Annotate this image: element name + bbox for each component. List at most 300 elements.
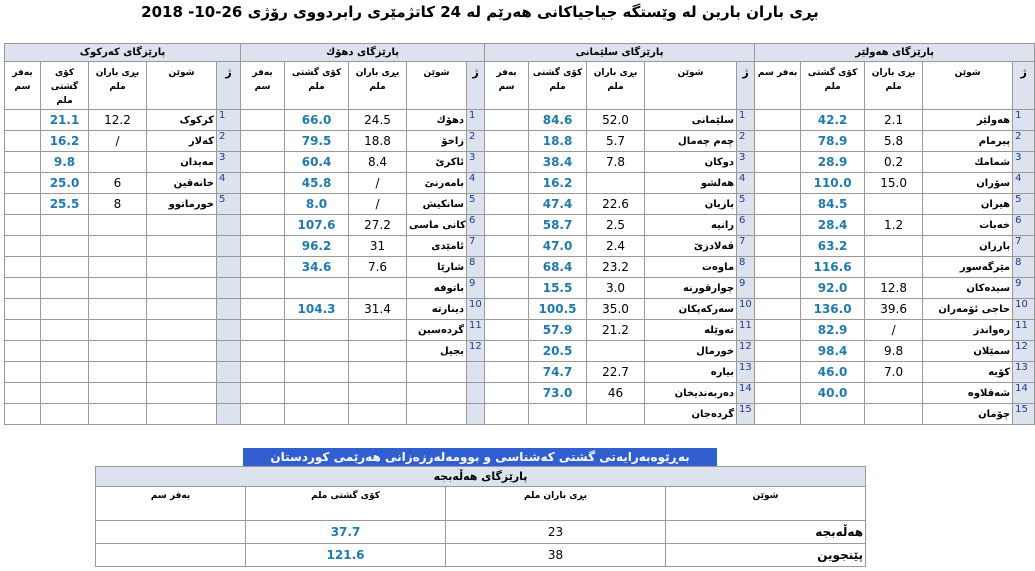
row-number: 6 — [1013, 215, 1035, 236]
snow-cell — [5, 131, 41, 152]
snow-cell — [755, 131, 801, 152]
row-number: 9 — [737, 278, 755, 299]
rain-cell: 38 — [446, 544, 666, 567]
row-number: 8 — [467, 257, 485, 278]
station-cell — [147, 320, 217, 341]
snow-cell — [241, 215, 285, 236]
rain-cell: 22.7 — [587, 362, 645, 383]
total-cell: 16.2 — [41, 131, 89, 152]
rain-cell — [89, 383, 147, 404]
total-cell — [41, 278, 89, 299]
snow-cell — [755, 320, 801, 341]
rain-cell — [865, 194, 923, 215]
station-cell: سمێلان — [923, 341, 1013, 362]
table-row — [5, 236, 1035, 257]
station-cell: گردەسین — [407, 320, 467, 341]
snow-cell — [5, 362, 41, 383]
station-cell: چەم چەمال — [645, 131, 737, 152]
station-cell: باتوفە — [407, 278, 467, 299]
rain-cell — [349, 404, 407, 425]
total-cell: 79.5 — [285, 131, 349, 152]
station-cell: ئامێدی — [407, 236, 467, 257]
total-cell — [529, 404, 587, 425]
total-cell — [801, 404, 865, 425]
row-number: 8 — [1013, 257, 1035, 278]
col-snow-header: بەفر سم — [241, 62, 285, 110]
col-station-header: شوێن — [147, 62, 217, 110]
rain-cell — [349, 383, 407, 404]
halabja-table — [95, 466, 866, 567]
total-cell: 37.7 — [246, 521, 446, 544]
station-cell: هەڵەبجە — [666, 521, 866, 544]
table-row — [5, 194, 1035, 215]
row-number — [217, 320, 241, 341]
snow-cell — [485, 152, 529, 173]
snow-cell — [241, 131, 285, 152]
total-cell: 16.2 — [529, 173, 587, 194]
total-cell: 42.2 — [801, 110, 865, 131]
snow-cell — [485, 404, 529, 425]
table-row — [96, 521, 866, 544]
col-snow-header: بەفر سم — [755, 62, 801, 110]
total-cell: 60.4 — [285, 152, 349, 173]
rain-cell: 7.6 — [349, 257, 407, 278]
total-cell: 20.5 — [529, 341, 587, 362]
rain-cell: 8 — [89, 194, 147, 215]
rain-cell — [349, 320, 407, 341]
station-cell — [147, 236, 217, 257]
row-number: 7 — [737, 236, 755, 257]
row-number: 1 — [217, 110, 241, 131]
total-cell: 18.8 — [529, 131, 587, 152]
row-number: 15 — [1013, 404, 1035, 425]
rain-cell: 23 — [446, 521, 666, 544]
rain-cell: 3.0 — [587, 278, 645, 299]
snow-cell — [241, 257, 285, 278]
row-number — [217, 257, 241, 278]
station-cell: خورمال — [645, 341, 737, 362]
col-total-header: كۆى گشتى ملم — [41, 62, 89, 110]
station-cell — [147, 299, 217, 320]
rain-cell — [89, 299, 147, 320]
snow-cell — [5, 152, 41, 173]
row-number — [467, 362, 485, 383]
rain-cell: 18.8 — [349, 131, 407, 152]
col-no-header: ژ — [467, 62, 485, 110]
snow-cell — [755, 257, 801, 278]
station-cell: سەرکەپکان — [645, 299, 737, 320]
snow-cell — [241, 341, 285, 362]
total-cell: 47.0 — [529, 236, 587, 257]
snow-cell — [755, 299, 801, 320]
row-number — [467, 383, 485, 404]
total-cell: 58.7 — [529, 215, 587, 236]
rain-cell: 31 — [349, 236, 407, 257]
row-number — [217, 383, 241, 404]
total-cell: 63.2 — [801, 236, 865, 257]
snow-cell — [755, 152, 801, 173]
table-row — [5, 257, 1035, 278]
total-cell: 8.0 — [285, 194, 349, 215]
snow-cell — [485, 299, 529, 320]
row-number: 9 — [1013, 278, 1035, 299]
total-cell: 121.6 — [246, 544, 446, 567]
snow-cell — [485, 215, 529, 236]
rain-cell: 35.0 — [587, 299, 645, 320]
rain-cell: 5.7 — [587, 131, 645, 152]
total-cell: 82.9 — [801, 320, 865, 341]
row-number — [217, 404, 241, 425]
snow-cell — [755, 194, 801, 215]
table-row — [96, 544, 866, 567]
rain-cell: 2.5 — [587, 215, 645, 236]
row-number: 2 — [467, 131, 485, 152]
station-cell: قەلادزێ — [645, 236, 737, 257]
total-cell — [285, 383, 349, 404]
total-cell — [41, 320, 89, 341]
province-title: پارێزگای هەولێر — [755, 44, 1035, 62]
table-row — [5, 173, 1035, 194]
total-cell: 110.0 — [801, 173, 865, 194]
snow-cell — [5, 215, 41, 236]
rain-cell: 46 — [587, 383, 645, 404]
rain-cell: 21.2 — [587, 320, 645, 341]
total-cell — [285, 341, 349, 362]
station-cell: هەلشو — [645, 173, 737, 194]
snow-cell — [5, 320, 41, 341]
station-cell: سانکیش — [407, 194, 467, 215]
row-number: 15 — [737, 404, 755, 425]
rain-cell: 7.8 — [587, 152, 645, 173]
rain-cell: / — [865, 320, 923, 341]
station-cell: مێرگەسور — [923, 257, 1013, 278]
total-cell: 66.0 — [285, 110, 349, 131]
total-cell: 28.9 — [801, 152, 865, 173]
table-row — [5, 152, 1035, 173]
rain-cell: 27.2 — [349, 215, 407, 236]
row-number: 10 — [1013, 299, 1035, 320]
snow-cell — [241, 194, 285, 215]
snow-cell — [755, 341, 801, 362]
rain-cell: 15.0 — [865, 173, 923, 194]
total-cell — [41, 236, 89, 257]
station-cell: کۆیە — [923, 362, 1013, 383]
province-title: پارێزگای کەرکوک — [5, 44, 241, 62]
rain-cell: 39.6 — [865, 299, 923, 320]
station-cell: سۆران — [923, 173, 1013, 194]
total-cell — [285, 320, 349, 341]
snow-cell — [485, 236, 529, 257]
snow-cell — [485, 278, 529, 299]
row-number: 3 — [467, 152, 485, 173]
station-cell: دەربەندیخان — [645, 383, 737, 404]
rain-cell — [349, 362, 407, 383]
total-cell: 40.0 — [801, 383, 865, 404]
row-number: 8 — [737, 257, 755, 278]
snow-cell — [755, 362, 801, 383]
rain-cell: 52.0 — [587, 110, 645, 131]
col-rain-header: بڕی باران ملم — [587, 62, 645, 110]
total-cell: 34.6 — [285, 257, 349, 278]
rain-cell: / — [89, 131, 147, 152]
col-rain-header: بڕی باران ملم — [865, 62, 923, 110]
rain-cell — [89, 362, 147, 383]
snow-cell — [485, 173, 529, 194]
total-cell — [41, 215, 89, 236]
snow-cell — [755, 236, 801, 257]
rain-cell: 24.5 — [349, 110, 407, 131]
snow-cell — [241, 404, 285, 425]
total-cell: 92.0 — [801, 278, 865, 299]
row-number: 5 — [737, 194, 755, 215]
station-cell: رانیە — [645, 215, 737, 236]
total-cell: 96.2 — [285, 236, 349, 257]
row-number: 12 — [737, 341, 755, 362]
rain-cell — [865, 383, 923, 404]
station-cell: دینارتە — [407, 299, 467, 320]
station-cell: شەقلاوە — [923, 383, 1013, 404]
station-cell: ئاکرێ — [407, 152, 467, 173]
rain-cell: 23.2 — [587, 257, 645, 278]
total-cell: 46.0 — [801, 362, 865, 383]
row-number: 13 — [1013, 362, 1035, 383]
row-number: 14 — [1013, 383, 1035, 404]
row-number — [217, 236, 241, 257]
station-cell: خانەقین — [147, 173, 217, 194]
station-cell: دوکان — [645, 152, 737, 173]
col-snow-header: بەفر سم — [96, 487, 246, 521]
rain-cell — [89, 320, 147, 341]
station-cell: تەوێلە — [645, 320, 737, 341]
col-snow-header: بەفر سم — [485, 62, 529, 110]
total-cell — [41, 299, 89, 320]
snow-cell — [241, 278, 285, 299]
station-cell: خورماتوو — [147, 194, 217, 215]
row-number — [217, 299, 241, 320]
total-cell: 84.5 — [801, 194, 865, 215]
row-number: 3 — [217, 152, 241, 173]
total-cell — [41, 257, 89, 278]
total-cell — [285, 278, 349, 299]
snow-cell — [755, 215, 801, 236]
rain-cell — [865, 257, 923, 278]
total-cell: 68.4 — [529, 257, 587, 278]
rain-cell: 8.4 — [349, 152, 407, 173]
snow-cell — [755, 110, 801, 131]
total-cell: 98.4 — [801, 341, 865, 362]
row-number: 5 — [217, 194, 241, 215]
row-number: 4 — [217, 173, 241, 194]
row-number: 11 — [1013, 320, 1035, 341]
station-cell — [147, 341, 217, 362]
table-row — [5, 383, 1035, 404]
row-number: 7 — [467, 236, 485, 257]
station-cell: بارزان — [923, 236, 1013, 257]
snow-cell — [485, 194, 529, 215]
snow-cell — [241, 383, 285, 404]
station-cell: کرکوک — [147, 110, 217, 131]
col-station-header: شوێن — [666, 487, 866, 521]
snow-cell — [5, 173, 41, 194]
snow-cell — [241, 320, 285, 341]
station-cell — [147, 257, 217, 278]
col-station-header: شوێن — [923, 62, 1013, 110]
total-cell: 116.6 — [801, 257, 865, 278]
rain-cell: 6 — [89, 173, 147, 194]
snow-cell — [241, 152, 285, 173]
total-cell: 57.9 — [529, 320, 587, 341]
table-row — [5, 362, 1035, 383]
total-cell: 104.3 — [285, 299, 349, 320]
total-cell: 25.5 — [41, 194, 89, 215]
snow-cell — [96, 544, 246, 567]
station-cell: هیران — [923, 194, 1013, 215]
snow-cell — [755, 404, 801, 425]
rainfall-table — [4, 43, 1035, 425]
rain-cell: 5.8 — [865, 131, 923, 152]
station-cell: خەبات — [923, 215, 1013, 236]
table-row — [5, 278, 1035, 299]
station-cell — [147, 278, 217, 299]
total-cell — [41, 383, 89, 404]
total-cell: 107.6 — [285, 215, 349, 236]
snow-cell — [485, 383, 529, 404]
table-row — [5, 131, 1035, 152]
rain-cell — [349, 341, 407, 362]
row-number: 14 — [737, 383, 755, 404]
row-number — [217, 362, 241, 383]
row-number: 1 — [1013, 110, 1035, 131]
station-cell — [147, 383, 217, 404]
station-cell — [407, 362, 467, 383]
total-cell: 21.1 — [41, 110, 89, 131]
station-cell: بامەرنێ — [407, 173, 467, 194]
snow-cell — [241, 299, 285, 320]
total-cell: 78.9 — [801, 131, 865, 152]
snow-cell — [96, 521, 246, 544]
province-title: پارێزگای دهۆك — [241, 44, 485, 62]
total-cell: 45.8 — [285, 173, 349, 194]
rain-cell: 22.6 — [587, 194, 645, 215]
row-number — [467, 404, 485, 425]
total-cell: 73.0 — [529, 383, 587, 404]
rain-cell: 12.2 — [89, 110, 147, 131]
row-number: 4 — [467, 173, 485, 194]
station-cell — [147, 215, 217, 236]
total-cell — [41, 362, 89, 383]
total-cell — [41, 341, 89, 362]
row-number: 10 — [467, 299, 485, 320]
row-number: 9 — [467, 278, 485, 299]
station-cell: پێنجوین — [666, 544, 866, 567]
total-cell: 28.4 — [801, 215, 865, 236]
station-cell: چۆمان — [923, 404, 1013, 425]
rain-cell — [865, 404, 923, 425]
row-number — [217, 278, 241, 299]
snow-cell — [5, 383, 41, 404]
total-cell: 9.8 — [41, 152, 89, 173]
total-cell — [285, 362, 349, 383]
row-number: 12 — [467, 341, 485, 362]
row-number: 3 — [737, 152, 755, 173]
station-cell — [147, 362, 217, 383]
snow-cell — [485, 320, 529, 341]
rain-cell — [349, 278, 407, 299]
row-number: 13 — [737, 362, 755, 383]
table-row — [5, 341, 1035, 362]
col-snow-header: بەفر سم — [5, 62, 41, 110]
col-rain-header: بڕی باران ملم — [446, 487, 666, 521]
snow-cell — [241, 362, 285, 383]
station-cell: کانی ماسی — [407, 215, 467, 236]
rain-cell: / — [349, 173, 407, 194]
rain-cell — [89, 278, 147, 299]
station-cell: چوارقورنە — [645, 278, 737, 299]
snow-cell — [5, 257, 41, 278]
rain-cell: 7.0 — [865, 362, 923, 383]
station-cell: رەواندز — [923, 320, 1013, 341]
rain-cell — [587, 173, 645, 194]
col-total-header: كۆى گشتى ملم — [529, 62, 587, 110]
station-cell: شارێا — [407, 257, 467, 278]
snow-cell — [755, 278, 801, 299]
snow-cell — [5, 236, 41, 257]
total-cell — [285, 404, 349, 425]
col-rain-header: بڕی باران ملم — [349, 62, 407, 110]
col-total-header: كۆى گشتى ملم — [246, 487, 446, 521]
col-total-header: كۆى گشتى ملم — [801, 62, 865, 110]
rain-cell — [89, 404, 147, 425]
row-number: 5 — [1013, 194, 1035, 215]
station-cell: ماوەت — [645, 257, 737, 278]
station-cell: هەولێر — [923, 110, 1013, 131]
row-number: 6 — [467, 215, 485, 236]
snow-cell — [5, 341, 41, 362]
snow-cell — [485, 341, 529, 362]
snow-cell — [485, 110, 529, 131]
snow-cell — [755, 383, 801, 404]
total-cell — [41, 404, 89, 425]
row-number: 11 — [737, 320, 755, 341]
col-station-header: شوێن — [645, 62, 737, 110]
station-cell: زاخۆ — [407, 131, 467, 152]
station-cell — [407, 404, 467, 425]
station-cell: بجیل — [407, 341, 467, 362]
station-cell: سلێمانی — [645, 110, 737, 131]
row-number: 3 — [1013, 152, 1035, 173]
rain-cell: 0.2 — [865, 152, 923, 173]
rain-cell: 12.8 — [865, 278, 923, 299]
rain-cell — [89, 341, 147, 362]
total-cell: 25.0 — [41, 173, 89, 194]
row-number: 1 — [737, 110, 755, 131]
station-cell: حاجی ئۆمەران — [923, 299, 1013, 320]
total-cell: 100.5 — [529, 299, 587, 320]
row-number: 4 — [1013, 173, 1035, 194]
row-number: 4 — [737, 173, 755, 194]
rain-cell: / — [349, 194, 407, 215]
station-cell: بازیان — [645, 194, 737, 215]
rain-cell: 2.4 — [587, 236, 645, 257]
station-cell: بیارە — [645, 362, 737, 383]
rain-cell — [89, 152, 147, 173]
rain-cell — [89, 236, 147, 257]
row-number: 11 — [467, 320, 485, 341]
station-cell: دهۆك — [407, 110, 467, 131]
total-cell: 15.5 — [529, 278, 587, 299]
row-number: 2 — [1013, 131, 1035, 152]
rain-cell: 2.1 — [865, 110, 923, 131]
